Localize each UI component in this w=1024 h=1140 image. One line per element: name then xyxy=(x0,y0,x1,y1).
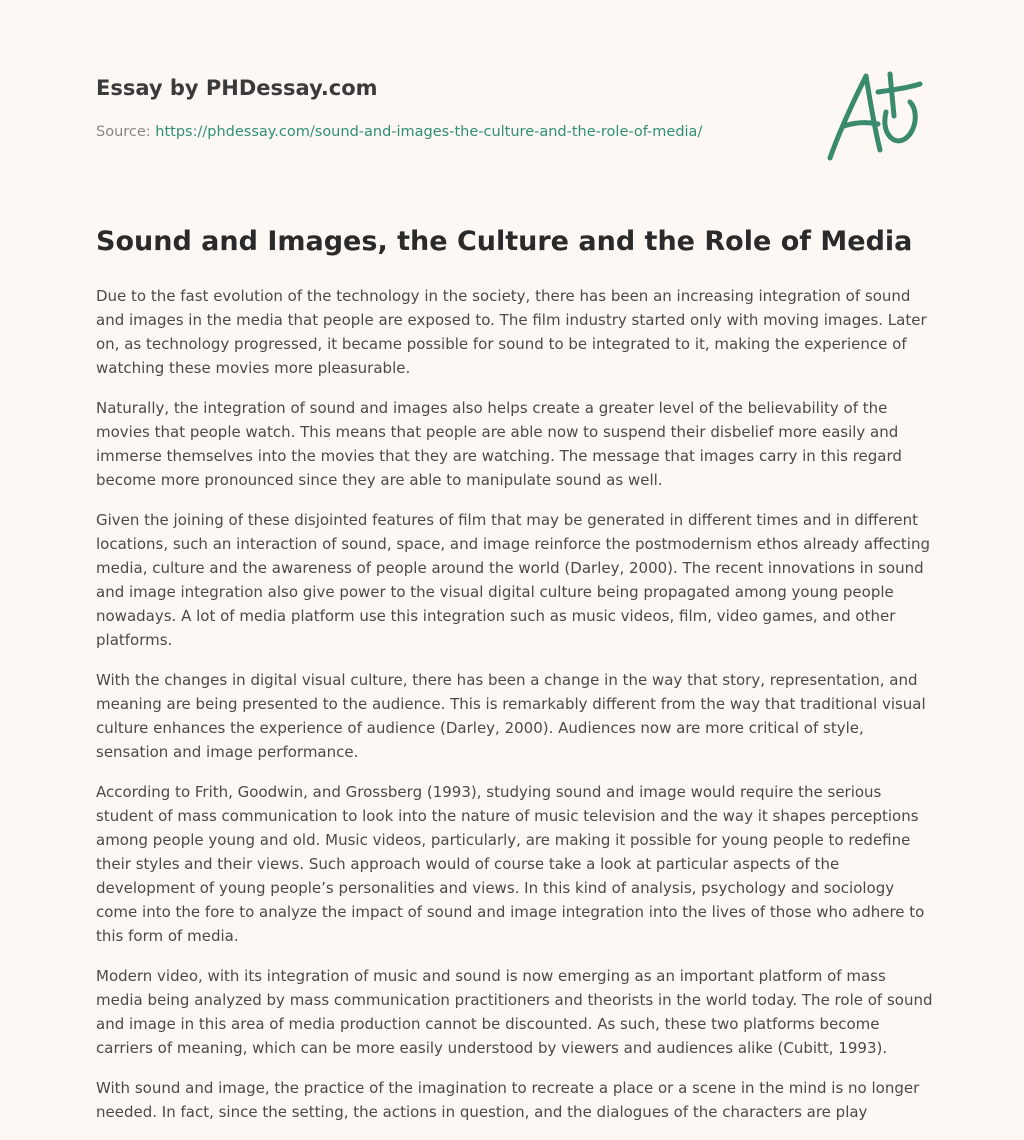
essay-paragraph: Modern video, with its integration of music and sound is now emerging as an important platform of mass media being analyzed by mass communication practitioners and theorists in the world today. The role of sound and image in this area of media production cannot be discounted. As such, these two platforms become carriers of meaning, which can be more easily understood by viewers and audiences alike (Cubitt, 1993). xyxy=(96,967,933,1057)
site-title: Essay by PHDessay.com xyxy=(96,76,378,100)
a-plus-grade-icon xyxy=(820,64,930,168)
essay-paragraph: With the changes in digital visual culture, there has been a change in the way that story, representation, and meaning are being presented to the audience. This is remarkably different from the way that traditional visual culture enhances the experience of audience (Darley, 2000). Audiences now are more critical of style, sensation and image performance. xyxy=(96,671,926,761)
source-link[interactable]: https://phdessay.com/sound-and-images-the-culture-and-the-role-of-media/ xyxy=(155,124,703,140)
essay-paragraph: According to Frith, Goodwin, and Grossberg (1993), studying sound and image would require the serious student of mass communication to look into the nature of music television and the way it shapes perceptions among people young and old. Music videos, particularly, are making it possible for young people to redefine their styles and their views. Such approach would of course take a look at particular aspects of the development of young people’s personalities and views. In this kind of analysis, psychology and sociology come into the fore to analyze the impact of sound and image integration into the lives of those who adhere to this form of media. xyxy=(96,783,925,945)
source-label: Source: xyxy=(96,124,151,140)
essay-body xyxy=(96,284,936,1140)
source-line xyxy=(96,124,702,140)
essay-title: Sound and Images, the Culture and the Role of Media xyxy=(96,226,913,257)
essay-paragraph: Given the joining of these disjointed features of film that may be generated in different times and in different locations, such an interaction of sound, space, and image reinforce the postmodernism ethos already affecting media, culture and the awareness of people around the world (Darley, 2000). The recent innovations in sound and image integration also give power to the visual digital culture being propagated among young people nowadays. A lot of media platform use this integration such as music videos, film, video games, and other platforms. xyxy=(96,511,930,649)
essay-paragraph: Naturally, the integration of sound and images also helps create a greater level of the believability of the movies that people watch. This means that people are able now to suspend their disbelief more easily and immerse themselves into the movies that they are watching. The message that images carry in this regard become more pronounced since they are able to manipulate sound as well. xyxy=(96,399,902,489)
essay-paragraph: Due to the fast evolution of the technology in the society, there has been an increasing integration of sound and images in the media that people are exposed to. The film industry started only with moving images. Later on, as technology progressed, it became possible for sound to be integrated to it, making the experience of watching these movies more pleasurable. xyxy=(96,287,927,377)
essay-paragraph: With sound and image, the practice of the imagination to recreate a place or a scene in the mind is no longer needed. In fact, since the setting, the actions in question, and the dialogues of the characters are play xyxy=(96,1079,920,1121)
